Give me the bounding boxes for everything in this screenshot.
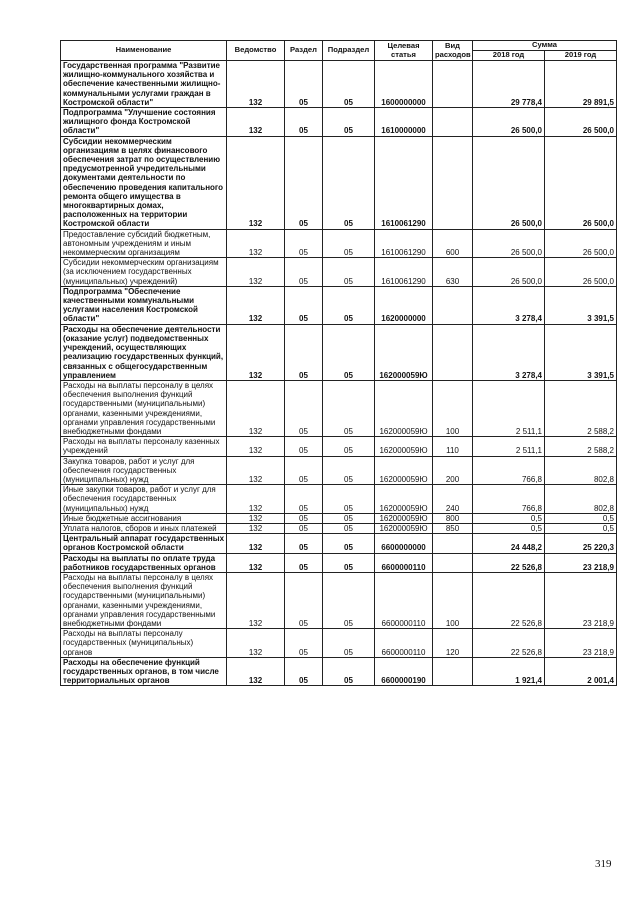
row-subsection: 05 xyxy=(323,572,375,628)
row-name: Государственная программа "Развитие жилищно-коммунального хозяйства и обеспечение качественными жилищно-коммунальными услугами граждан в Костромской области" xyxy=(61,61,227,108)
row-dept: 132 xyxy=(227,61,285,108)
row-dept: 132 xyxy=(227,657,285,686)
row-section: 05 xyxy=(285,553,323,572)
row-section: 05 xyxy=(285,534,323,553)
row-section: 05 xyxy=(285,485,323,514)
row-sum-2019: 3 391,5 xyxy=(545,324,617,380)
row-target: 1620000000 xyxy=(375,286,433,324)
table-row xyxy=(61,437,617,456)
row-sum-2018: 26 500,0 xyxy=(473,136,545,229)
row-subsection: 05 xyxy=(323,437,375,456)
row-dept: 132 xyxy=(227,380,285,436)
row-subsection: 05 xyxy=(323,485,375,514)
table-row xyxy=(61,108,617,137)
row-subsection: 05 xyxy=(323,456,375,485)
row-section: 05 xyxy=(285,61,323,108)
header-name: Наименование xyxy=(61,41,227,61)
row-name: Субсидии некоммерческим организациям (за исключением государственных (муниципальных) учреждений) xyxy=(61,258,227,287)
row-dept: 132 xyxy=(227,437,285,456)
row-sum-2019: 802,8 xyxy=(545,485,617,514)
table-row xyxy=(61,61,617,108)
table-row xyxy=(61,286,617,324)
row-sum-2018: 22 526,8 xyxy=(473,553,545,572)
row-sum-2018: 29 778,4 xyxy=(473,61,545,108)
row-name: Расходы на выплаты персоналу в целях обеспечения выполнения функций государственными (муниципальными) органами, казенными учреждениями, органами управления государственными внебюджетными фондами xyxy=(61,380,227,436)
row-target: 6600000190 xyxy=(375,657,433,686)
row-name: Подпрограмма "Обеспечение качественными коммунальными услугами населения Костромской области" xyxy=(61,286,227,324)
row-dept: 132 xyxy=(227,456,285,485)
row-sum-2019: 2 588,2 xyxy=(545,380,617,436)
table-row xyxy=(61,229,617,258)
row-target: 1610061290 xyxy=(375,136,433,229)
table-row xyxy=(61,534,617,553)
table-row xyxy=(61,572,617,628)
row-dept: 132 xyxy=(227,629,285,658)
row-sum-2018: 26 500,0 xyxy=(473,258,545,287)
row-dept: 132 xyxy=(227,523,285,533)
row-exptype: 200 xyxy=(433,456,473,485)
row-name: Подпрограмма "Улучшение состояния жилищного фонда Костромской области" xyxy=(61,108,227,137)
row-section: 05 xyxy=(285,523,323,533)
row-target: 6600000110 xyxy=(375,629,433,658)
row-sum-2018: 0,5 xyxy=(473,523,545,533)
row-sum-2019: 26 500,0 xyxy=(545,229,617,258)
row-dept: 132 xyxy=(227,324,285,380)
table-row xyxy=(61,324,617,380)
row-section: 05 xyxy=(285,286,323,324)
row-target: 162000059Ю xyxy=(375,513,433,523)
table-row xyxy=(61,513,617,523)
table-row xyxy=(61,523,617,533)
header-sum: Сумма xyxy=(473,41,617,51)
table-row xyxy=(61,485,617,514)
row-sum-2019: 3 391,5 xyxy=(545,286,617,324)
row-exptype: 110 xyxy=(433,437,473,456)
row-target: 162000059Ю xyxy=(375,523,433,533)
row-sum-2018: 1 921,4 xyxy=(473,657,545,686)
row-section: 05 xyxy=(285,324,323,380)
header-year-2018: 2018 год xyxy=(473,51,545,61)
row-subsection: 05 xyxy=(323,513,375,523)
row-target: 6600000000 xyxy=(375,534,433,553)
row-name: Расходы на обеспечение деятельности (оказание услуг) подведомственных учреждений, осуществляющих реализацию государственных функций, связанных с общегосударственным управлением xyxy=(61,324,227,380)
row-subsection: 05 xyxy=(323,324,375,380)
row-target: 6600000110 xyxy=(375,553,433,572)
row-sum-2019: 23 218,9 xyxy=(545,553,617,572)
row-dept: 132 xyxy=(227,286,285,324)
row-sum-2019: 26 500,0 xyxy=(545,108,617,137)
row-section: 05 xyxy=(285,456,323,485)
row-section: 05 xyxy=(285,629,323,658)
row-sum-2019: 23 218,9 xyxy=(545,572,617,628)
row-dept: 132 xyxy=(227,534,285,553)
row-target: 1610061290 xyxy=(375,229,433,258)
row-section: 05 xyxy=(285,258,323,287)
row-name: Предоставление субсидий бюджетным, автономным учреждениям и иным некоммерческим организациям xyxy=(61,229,227,258)
row-sum-2018: 3 278,4 xyxy=(473,286,545,324)
table-row xyxy=(61,553,617,572)
row-sum-2019: 2 001,4 xyxy=(545,657,617,686)
row-target: 162000059Ю xyxy=(375,380,433,436)
table-row xyxy=(61,258,617,287)
row-target: 162000059Ю xyxy=(375,324,433,380)
header-dept: Ведомство xyxy=(227,41,285,61)
row-subsection: 05 xyxy=(323,657,375,686)
row-subsection: 05 xyxy=(323,534,375,553)
header-subsection: Подраздел xyxy=(323,41,375,61)
row-sum-2018: 766,8 xyxy=(473,485,545,514)
row-dept: 132 xyxy=(227,553,285,572)
row-exptype xyxy=(433,324,473,380)
row-subsection: 05 xyxy=(323,136,375,229)
row-target: 1610061290 xyxy=(375,258,433,287)
row-subsection: 05 xyxy=(323,523,375,533)
row-target: 1610000000 xyxy=(375,108,433,137)
row-subsection: 05 xyxy=(323,258,375,287)
row-section: 05 xyxy=(285,380,323,436)
row-name: Закупка товаров, работ и услуг для обеспечения государственных (муниципальных) нужд xyxy=(61,456,227,485)
header-target: Целевая статья xyxy=(375,41,433,61)
row-exptype xyxy=(433,136,473,229)
header-section: Раздел xyxy=(285,41,323,61)
row-name: Иные закупки товаров, работ и услуг для обеспечения государственных (муниципальных) нужд xyxy=(61,485,227,514)
row-section: 05 xyxy=(285,513,323,523)
row-sum-2019: 23 218,9 xyxy=(545,629,617,658)
row-target: 162000059Ю xyxy=(375,456,433,485)
table-row xyxy=(61,380,617,436)
row-sum-2018: 26 500,0 xyxy=(473,108,545,137)
row-exptype: 850 xyxy=(433,523,473,533)
row-section: 05 xyxy=(285,657,323,686)
row-section: 05 xyxy=(285,108,323,137)
row-sum-2018: 3 278,4 xyxy=(473,324,545,380)
row-name: Расходы на выплаты персоналу государственных (муниципальных) органов xyxy=(61,629,227,658)
row-dept: 132 xyxy=(227,229,285,258)
row-exptype xyxy=(433,108,473,137)
row-exptype xyxy=(433,534,473,553)
header-year-2019: 2019 год xyxy=(545,51,617,61)
row-sum-2019: 2 588,2 xyxy=(545,437,617,456)
row-dept: 132 xyxy=(227,485,285,514)
row-sum-2019: 25 220,3 xyxy=(545,534,617,553)
row-exptype: 800 xyxy=(433,513,473,523)
row-target: 162000059Ю xyxy=(375,437,433,456)
row-subsection: 05 xyxy=(323,229,375,258)
row-subsection: 05 xyxy=(323,108,375,137)
row-section: 05 xyxy=(285,136,323,229)
row-subsection: 05 xyxy=(323,286,375,324)
row-dept: 132 xyxy=(227,108,285,137)
row-target: 6600000110 xyxy=(375,572,433,628)
row-section: 05 xyxy=(285,437,323,456)
table-row xyxy=(61,629,617,658)
row-subsection: 05 xyxy=(323,553,375,572)
row-name: Иные бюджетные ассигнования xyxy=(61,513,227,523)
row-target: 162000059Ю xyxy=(375,485,433,514)
row-exptype: 120 xyxy=(433,629,473,658)
row-dept: 132 xyxy=(227,572,285,628)
row-dept: 132 xyxy=(227,258,285,287)
header-exptype: Вид расходов xyxy=(433,41,473,61)
page-number: 319 xyxy=(595,858,612,870)
row-target: 1600000000 xyxy=(375,61,433,108)
row-name: Субсидии некоммерческим организациям в целях финансового обеспечения затрат по осуществлению предусмотренной учредительными документами деятельности по обеспечению проведения капитального ремонта общего имущества в многоквартирных домах, расположенных на территории Костромской области xyxy=(61,136,227,229)
row-name: Расходы на выплаты персоналу в целях обеспечения выполнения функций государственными (муниципальными) органами, казенными учреждениями, органами управления государственными внебюджетными фондами xyxy=(61,572,227,628)
row-exptype xyxy=(433,61,473,108)
row-exptype: 630 xyxy=(433,258,473,287)
table-body xyxy=(61,61,617,686)
row-exptype: 600 xyxy=(433,229,473,258)
row-sum-2018: 22 526,8 xyxy=(473,629,545,658)
row-exptype xyxy=(433,657,473,686)
row-sum-2019: 26 500,0 xyxy=(545,258,617,287)
row-name: Уплата налогов, сборов и иных платежей xyxy=(61,523,227,533)
row-dept: 132 xyxy=(227,513,285,523)
row-exptype: 100 xyxy=(433,380,473,436)
row-sum-2018: 26 500,0 xyxy=(473,229,545,258)
row-subsection: 05 xyxy=(323,629,375,658)
row-sum-2018: 22 526,8 xyxy=(473,572,545,628)
row-sum-2019: 802,8 xyxy=(545,456,617,485)
row-sum-2019: 0,5 xyxy=(545,513,617,523)
row-name: Расходы на выплаты по оплате труда работников государственных органов xyxy=(61,553,227,572)
row-name: Расходы на выплаты персоналу казенных учреждений xyxy=(61,437,227,456)
row-sum-2019: 0,5 xyxy=(545,523,617,533)
row-dept: 132 xyxy=(227,136,285,229)
budget-table xyxy=(60,40,617,686)
row-sum-2019: 26 500,0 xyxy=(545,136,617,229)
table-row xyxy=(61,456,617,485)
row-sum-2018: 24 448,2 xyxy=(473,534,545,553)
row-sum-2018: 766,8 xyxy=(473,456,545,485)
row-sum-2018: 2 511,1 xyxy=(473,380,545,436)
row-sum-2019: 29 891,5 xyxy=(545,61,617,108)
row-exptype xyxy=(433,286,473,324)
row-exptype: 240 xyxy=(433,485,473,514)
row-subsection: 05 xyxy=(323,61,375,108)
table-row xyxy=(61,657,617,686)
row-section: 05 xyxy=(285,572,323,628)
row-exptype xyxy=(433,553,473,572)
row-exptype: 100 xyxy=(433,572,473,628)
table-row xyxy=(61,136,617,229)
row-subsection: 05 xyxy=(323,380,375,436)
row-sum-2018: 0,5 xyxy=(473,513,545,523)
row-sum-2018: 2 511,1 xyxy=(473,437,545,456)
row-name: Расходы на обеспечение функций государственных органов, в том числе территориальных органов xyxy=(61,657,227,686)
row-name: Центральный аппарат государственных органов Костромской области xyxy=(61,534,227,553)
row-section: 05 xyxy=(285,229,323,258)
